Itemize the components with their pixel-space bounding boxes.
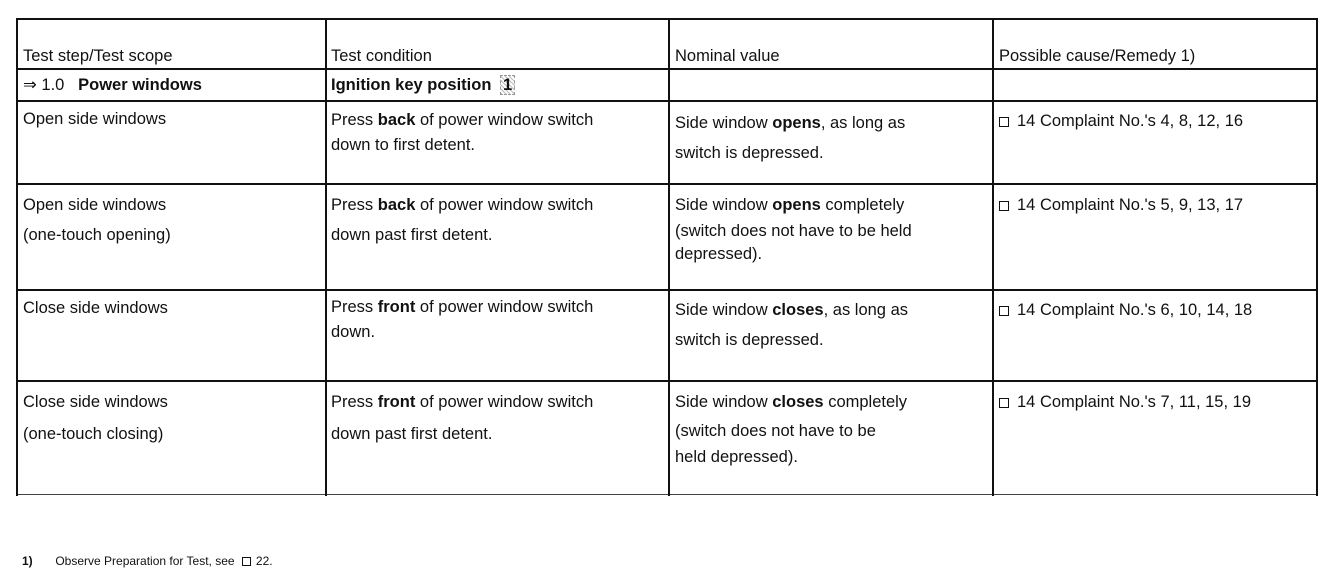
table-row-remedy[interactable] (999, 389, 1251, 415)
table-row-remedy[interactable] (999, 192, 1243, 218)
footnote-marker: 1) (22, 554, 33, 568)
section-divider (16, 100, 1318, 102)
row-divider (16, 380, 1318, 382)
nominal-line: Side window opens, as long as (675, 114, 906, 132)
nominal-line: Side window opens completely (675, 196, 905, 214)
table-row-nominal (675, 108, 905, 168)
section-name: Power windows (78, 76, 202, 94)
table-row-remedy[interactable] (999, 108, 1243, 134)
column-divider (992, 18, 994, 496)
footnote-marker-ref: 1) (1180, 47, 1196, 65)
step-subtext: (one-touch closing) (23, 425, 164, 443)
table-row-condition (331, 295, 593, 345)
step-text: Open side windows (23, 110, 167, 128)
table-row-nominal (675, 190, 912, 266)
condition-line: down past first detent. (331, 226, 493, 244)
section-number: 1.0 (41, 76, 65, 94)
header-possible-cause-label: Possible cause/Remedy (999, 47, 1177, 65)
table-border-left (16, 18, 18, 496)
table-row-step (23, 386, 168, 450)
remedy-ref: 14 (1017, 393, 1036, 411)
column-divider (325, 18, 327, 496)
step-text: Close side windows (23, 299, 168, 317)
remedy-text: Complaint No.'s 7, 11, 15, 19 (1039, 393, 1251, 411)
condition-line: Press front of power window switch (331, 298, 594, 316)
table-border-bottom (16, 494, 1318, 495)
header-test-condition: Test condition (331, 47, 432, 65)
nominal-line: (switch does not have to be (675, 422, 876, 440)
condition-line: down past first detent. (331, 425, 493, 443)
condition-line: Press back of power window switch (331, 196, 594, 214)
section-condition (331, 72, 515, 98)
page-reference-icon (999, 117, 1009, 127)
table-row-step (23, 106, 166, 132)
row-divider (16, 183, 1318, 185)
step-text: Close side windows (23, 393, 168, 411)
condition-line: down to first detent. (331, 136, 475, 154)
remedy-ref: 14 (1017, 112, 1036, 130)
step-subtext: (one-touch opening) (23, 226, 171, 244)
header-possible-cause (999, 43, 1195, 69)
table-border-right (1316, 18, 1318, 496)
table-row-step (23, 295, 168, 321)
condition-line: Press back of power window switch (331, 111, 594, 129)
column-divider (668, 18, 670, 496)
table-row-step (23, 190, 171, 250)
table-row-condition (331, 386, 593, 450)
nominal-line: switch is depressed. (675, 331, 824, 349)
page-reference-icon (999, 306, 1009, 316)
remedy-text: Complaint No.'s 6, 10, 14, 18 (1039, 301, 1253, 319)
page-reference-icon (999, 398, 1009, 408)
table-row-nominal (675, 295, 908, 355)
condition-line: down. (331, 323, 376, 341)
nominal-line: Side window closes completely (675, 393, 908, 411)
table-row-remedy[interactable] (999, 297, 1252, 323)
arrow-icon: ⇒ (23, 76, 37, 94)
test-table (16, 18, 1318, 496)
page-reference-icon (999, 201, 1009, 211)
step-text: Open side windows (23, 196, 167, 214)
table-row-nominal (675, 386, 907, 470)
table-row-condition (331, 108, 593, 158)
nominal-line: switch is depressed. (675, 144, 824, 162)
row-divider (16, 289, 1318, 291)
table-border-top (16, 18, 1318, 20)
section-title (23, 72, 202, 98)
nominal-line: Side window closes, as long as (675, 301, 908, 319)
header-test-step: Test step/Test scope (23, 47, 173, 65)
remedy-ref: 14 (1017, 196, 1036, 214)
condition-line: Press front of power window switch (331, 393, 594, 411)
ignition-key-label: Ignition key position (331, 76, 492, 94)
nominal-line: (switch does not have to be held (675, 222, 912, 240)
footnote-ref[interactable]: 22. (255, 554, 273, 568)
table-row-condition (331, 190, 593, 250)
nominal-line: held depressed). (675, 448, 798, 466)
remedy-ref: 14 (1017, 301, 1036, 319)
remedy-text: Complaint No.'s 5, 9, 13, 17 (1039, 196, 1244, 214)
remedy-text: Complaint No.'s 4, 8, 12, 16 (1039, 112, 1244, 130)
page-reference-icon (242, 557, 251, 566)
header-nominal-value: Nominal value (675, 47, 780, 65)
footnote-text: Observe Preparation for Test, see (55, 554, 235, 568)
nominal-line: depressed). (675, 245, 763, 263)
key-position-badge: 1 (500, 75, 515, 95)
footnote (22, 554, 273, 568)
